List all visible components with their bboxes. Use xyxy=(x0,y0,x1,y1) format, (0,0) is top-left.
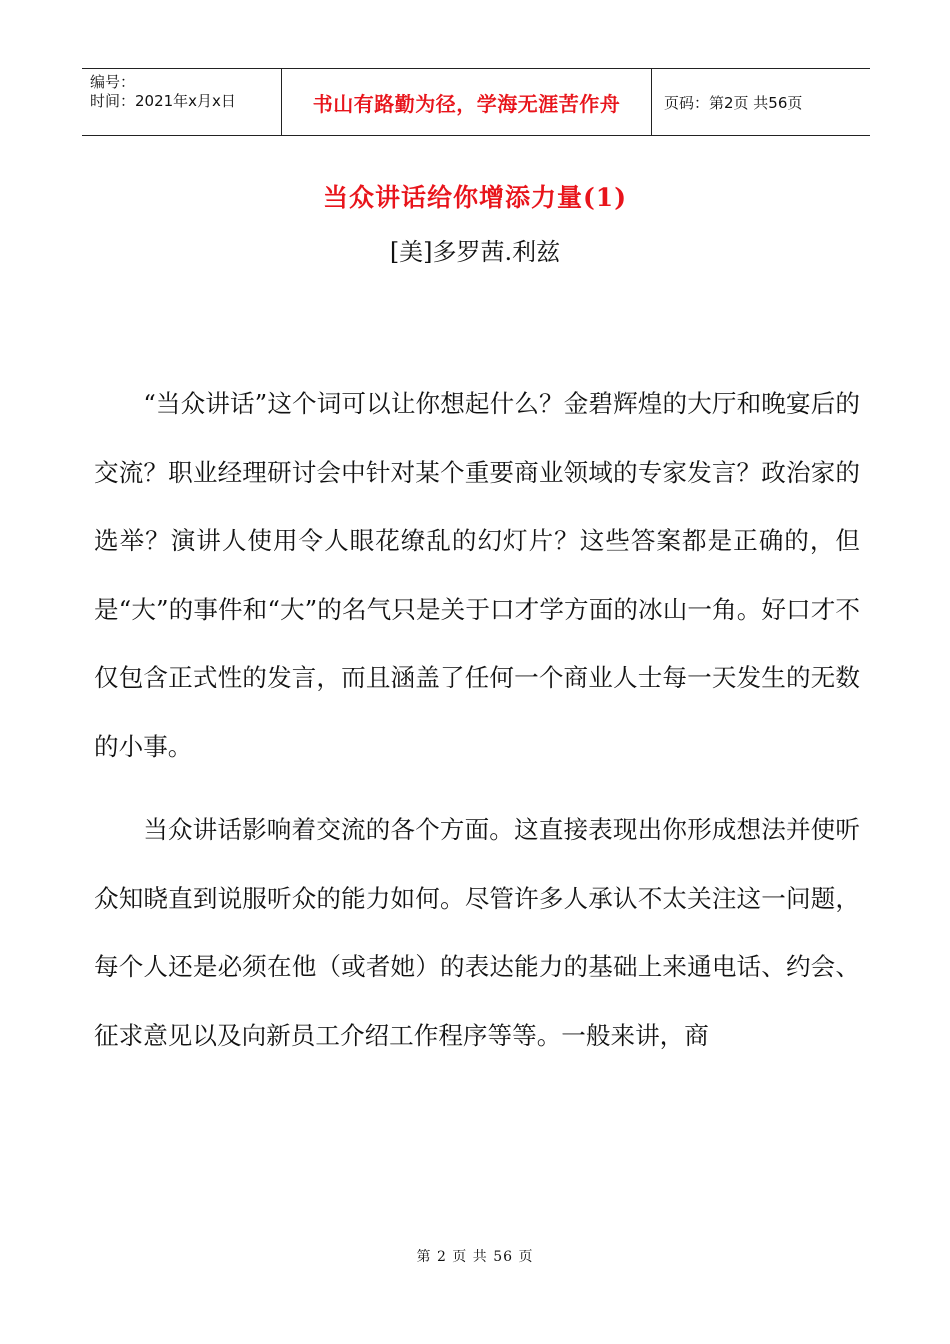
page-footer: 第 2 页 共 56 页 xyxy=(416,1249,534,1265)
time-label: 时间：2021年x月x日 xyxy=(90,92,236,110)
paragraph: 当众讲话影响着交流的各个方面。这直接表现出你形成想法并使听众知晓直到说服听众的能力如何。尽管许多人承认不太关注这一问题，每个人还是必须在他（或者她）的表达能力的基础上来通电话、约会、征求意见以及向新员工介绍工作程序等等。一般来讲，商 xyxy=(94,815,860,1050)
header-page-code: 页码：第2页 共56页 xyxy=(664,93,803,112)
document-title: 当众讲话给你增添力量(1) xyxy=(322,183,628,212)
document-body xyxy=(94,370,860,1070)
paragraph: “当众讲话”这个词可以让你想起什么？金碧辉煌的大厅和晚宴后的交流？职业经理研讨会中针对某个重要商业领域的专家发言？政治家的选举？演讲人使用令人眼花缭乱的幻灯片？这些答案都是正确的，但是“大”的事件和“大”的名气只是关于口才学方面的冰山一角。好口才不仅包含正式性的发言，而且涵盖了任何一个商业人士每一天发生的无数的小事。 xyxy=(94,389,860,761)
document-author: [美]多罗茜.利兹 xyxy=(389,238,561,266)
number-label: 编号： xyxy=(90,73,136,91)
header-meta xyxy=(82,69,282,135)
document-header xyxy=(82,68,870,136)
header-motto: 书山有路勤为径，学海无涯苦作舟 xyxy=(282,69,652,135)
